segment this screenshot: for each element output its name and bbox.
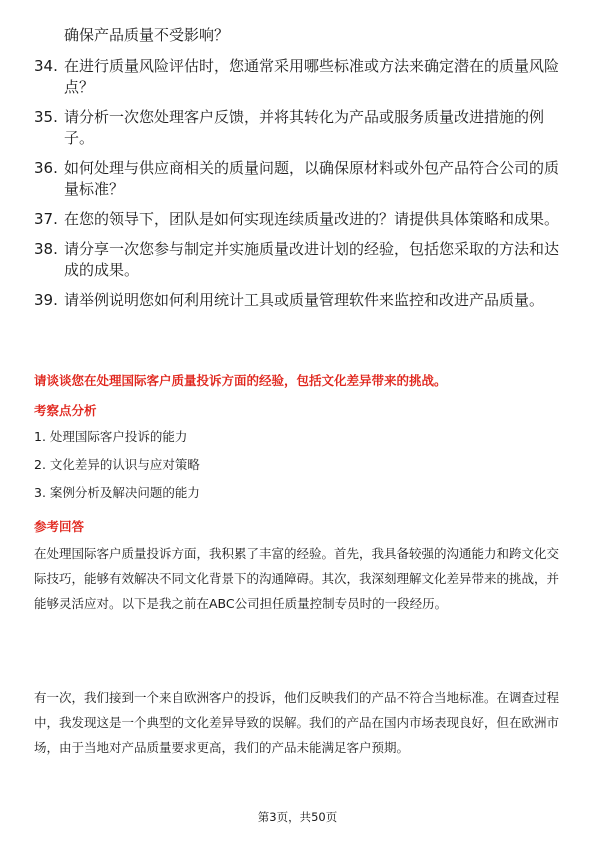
question-text: 如何处理与供应商相关的质量问题，以确保原材料或外包产品符合公司的质量标准？ bbox=[64, 159, 560, 198]
analysis-point: 2. 文化差异的认识与应对策略 bbox=[34, 457, 200, 472]
analysis-point: 1. 处理国际客户投诉的能力 bbox=[34, 429, 188, 444]
question-number: 39. bbox=[34, 291, 58, 309]
analysis-title: 考察点分析 bbox=[34, 403, 97, 418]
question-list bbox=[34, 56, 564, 320]
question-item bbox=[34, 290, 564, 311]
question-text: 请举例说明您如何利用统计工具或质量管理软件来监控和改进产品质量。 bbox=[64, 291, 545, 309]
analysis-point: 3. 案例分析及解决问题的能力 bbox=[34, 485, 200, 500]
question-item bbox=[34, 239, 564, 281]
question-text: 请分享一次您参与制定并实施质量改进计划的经验，包括您采取的方法和达成的成果。 bbox=[64, 240, 560, 279]
question-item bbox=[34, 56, 564, 98]
question-number: 38. bbox=[34, 240, 58, 258]
answer-paragraph: 在处理国际客户质量投诉方面，我积累了丰富的经验。首先，我具备较强的沟通能力和跨文化交际技巧，能够有效解决不同文化背景下的沟通障碍。其次，我深刻理解文化差异带来的挑战，并能够灵活应对。以下是我之前在ABC公司担任质量控制专员时的一段经历。 bbox=[34, 546, 560, 611]
answer-paragraph: 有一次，我们接到一个来自欧洲客户的投诉，他们反映我们的产品不符合当地标准。在调查过程中，我发现这是一个典型的文化差异导致的误解。我们的产品在国内市场表现良好，但在欧洲市场，由于当地对产品质量要求更高，我们的产品未能满足客户预期。 bbox=[34, 690, 560, 755]
question-item bbox=[34, 158, 564, 200]
page-footer: 第3页，共50页 bbox=[257, 810, 338, 824]
question-item bbox=[34, 209, 564, 230]
question-item bbox=[34, 107, 564, 149]
question-number: 37. bbox=[34, 210, 58, 228]
continued-question-text: 确保产品质量不受影响？ bbox=[64, 26, 230, 44]
highlight-question: 请谈谈您在处理国际客户质量投诉方面的经验，包括文化差异带来的挑战。 bbox=[34, 373, 447, 388]
question-text: 在您的领导下，团队是如何实现连续质量改进的？请提供具体策略和成果。 bbox=[64, 210, 560, 228]
answer-title: 参考回答 bbox=[34, 519, 85, 534]
analysis-points bbox=[34, 428, 564, 512]
question-text: 在进行质量风险评估时，您通常采用哪些标准或方法来确定潜在的质量风险点？ bbox=[64, 57, 560, 96]
question-number: 34. bbox=[34, 57, 58, 75]
question-number: 36. bbox=[34, 159, 58, 177]
question-number: 35. bbox=[34, 108, 58, 126]
question-text: 请分析一次您处理客户反馈，并将其转化为产品或服务质量改进措施的例子。 bbox=[64, 108, 545, 147]
